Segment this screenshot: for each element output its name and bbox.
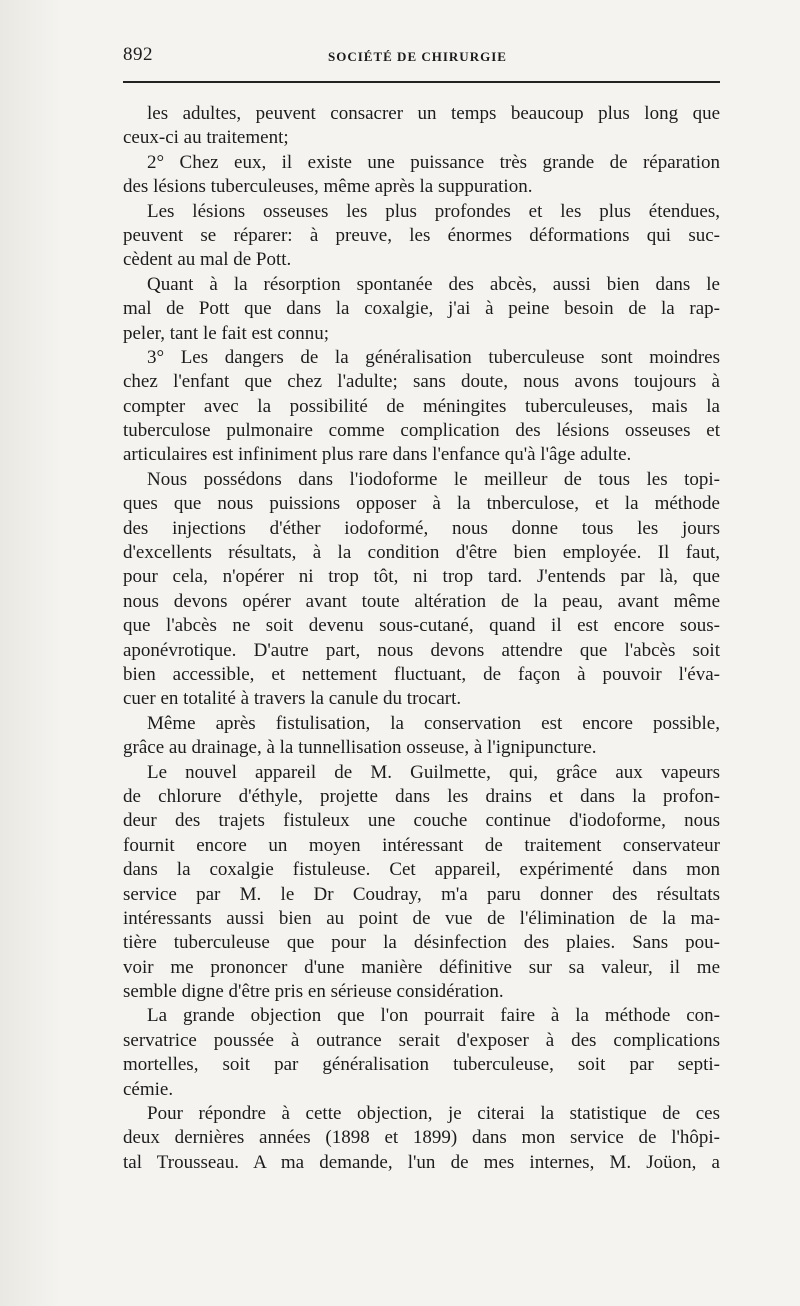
text-line: Les lésions osseuses les plus profondes et les plus étendues, bbox=[147, 200, 720, 222]
paragraph bbox=[123, 761, 720, 1005]
text-line: ques que nous puissions opposer à la tnberculose, et la méthode bbox=[123, 493, 720, 515]
paragraph bbox=[123, 1004, 720, 1102]
text-line: grâce au drainage, à la tunnellisation osseuse, à l'ignipuncture. bbox=[123, 737, 597, 759]
paragraph bbox=[123, 273, 720, 346]
text-line: 3° Les dangers de la généralisation tuberculeuse sont moindres bbox=[147, 346, 720, 368]
text-line: servatrice poussée à outrance serait d'exposer à des complications bbox=[123, 1029, 720, 1051]
text-line: cèdent au mal de Pott. bbox=[123, 249, 292, 271]
text-line: Le nouvel appareil de M. Guilmette, qui, grâce aux vapeurs bbox=[147, 761, 720, 783]
text-line: d'excellents résultats, à la condition d'être bien employée. Il faut, bbox=[123, 542, 720, 564]
paragraph bbox=[123, 151, 720, 200]
text-line: intéressants aussi bien au point de vue de l'élimination de la ma- bbox=[123, 907, 720, 929]
paragraph bbox=[123, 200, 720, 273]
text-line: des injections d'éther iodoformé, nous donne tous les jours bbox=[123, 517, 720, 539]
text-line: pour cela, n'opérer ni trop tôt, ni trop tard. J'entends par là, que bbox=[123, 566, 720, 588]
text-line: que l'abcès ne soit devenu sous-cutané, quand il est encore sous- bbox=[123, 615, 720, 637]
text-line: cuer en totalité à travers la canule du trocart. bbox=[123, 688, 462, 710]
text-line: deux dernières années (1898 et 1899) dans mon service de l'hôpi- bbox=[123, 1127, 720, 1149]
text-line: service par M. le Dr Coudray, m'a paru donner des résultats bbox=[123, 883, 720, 905]
text-line: peuvent se réparer: à preuve, les énormes déformations qui suc- bbox=[123, 224, 720, 246]
text-line: bien accessible, et nettement fluctuant, de façon à pouvoir l'éva- bbox=[123, 663, 720, 685]
text-line: ceux-ci au traitement; bbox=[123, 127, 289, 149]
text-line: tière tuberculeuse que pour la désinfection des plaies. Sans pou- bbox=[123, 932, 720, 954]
text-line: tal Trousseau. A ma demande, l'un de mes internes, M. Joüon, a bbox=[123, 1151, 720, 1173]
paragraph bbox=[123, 346, 720, 468]
paragraph bbox=[123, 468, 720, 712]
text-line: dans la coxalgie fistuleuse. Cet appareil, expérimenté dans mon bbox=[123, 859, 720, 881]
text-line: La grande objection que l'on pourrait faire à la méthode con- bbox=[147, 1005, 720, 1027]
text-line: mal de Pott que dans la coxalgie, j'ai à peine besoin de la rap- bbox=[123, 298, 720, 320]
paragraph bbox=[123, 1102, 720, 1175]
text-line: Quant à la résorption spontanée des abcès, aussi bien dans le bbox=[147, 273, 720, 295]
page-header bbox=[123, 44, 723, 76]
running-title: SOCIÉTÉ DE CHIRURGIE bbox=[328, 49, 507, 64]
text-line: aponévrotique. D'autre part, nous devons attendre que l'abcès soit bbox=[123, 639, 720, 661]
text-line: de chlorure d'éthyle, projette dans les drains et dans la profon- bbox=[123, 785, 720, 807]
text-line: les adultes, peuvent consacrer un temps beaucoup plus long que bbox=[147, 103, 720, 124]
body-text bbox=[123, 102, 720, 1175]
text-line: chez l'enfant que chez l'adulte; sans doute, nous avons toujours à bbox=[123, 371, 720, 393]
text-line: cémie. bbox=[123, 1078, 174, 1100]
text-line: fournit encore un moyen intéressant de traitement conservateur bbox=[123, 834, 720, 856]
text-line: nous devons opérer avant toute altération de la peau, avant même bbox=[123, 590, 720, 612]
text-line: mortelles, soit par généralisation tuberculeuse, soit par septi- bbox=[123, 1054, 720, 1076]
text-line: des lésions tuberculeuses, même après la suppuration. bbox=[123, 176, 533, 198]
text-line: voir me prononcer d'une manière définitive sur sa valeur, il me bbox=[123, 956, 720, 978]
text-line: 2° Chez eux, il existe une puissance très grande de réparation bbox=[147, 151, 720, 173]
text-line: articulaires est infiniment plus rare dans l'enfance qu'à l'âge adulte. bbox=[123, 444, 632, 466]
page-number: 892 bbox=[123, 44, 153, 65]
text-line: semble digne d'être pris en sérieuse considération. bbox=[123, 981, 504, 1003]
text-line: peler, tant le fait est connu; bbox=[123, 322, 330, 344]
text-line: deur des trajets fistuleux une couche continue d'iodoforme, nous bbox=[123, 810, 720, 832]
text-line: Pour répondre à cette objection, je citerai la statistique de ces bbox=[147, 1103, 720, 1125]
header-rule bbox=[123, 81, 720, 83]
text-line: compter avec la possibilité de méningites tuberculeuses, mais la bbox=[123, 395, 720, 417]
paragraph bbox=[123, 712, 720, 761]
text-line: Même après fistulisation, la conservation est encore possible, bbox=[147, 712, 720, 734]
text-line: Nous possédons dans l'iodoforme le meilleur de tous les topi- bbox=[147, 468, 720, 490]
text-line: tuberculose pulmonaire comme complication des lésions osseuses et bbox=[123, 420, 720, 442]
paragraph bbox=[123, 102, 720, 151]
page-edge-shading bbox=[0, 0, 60, 1306]
